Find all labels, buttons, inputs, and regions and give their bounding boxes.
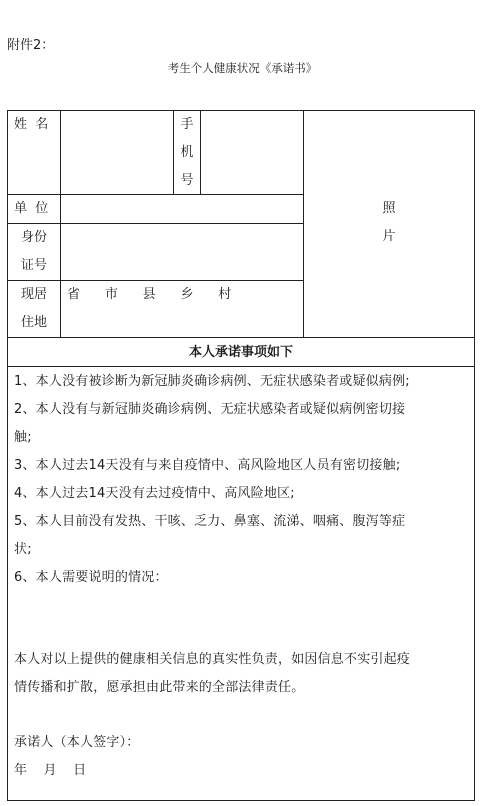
name-label: 姓 名 bbox=[14, 117, 49, 132]
address-label: 现居 住地 bbox=[20, 287, 47, 330]
name-input-cell[interactable] bbox=[61, 111, 173, 194]
declaration-line-1: 本人对以上提供的健康相关信息的真实性负责，如因信息不实引起疫 bbox=[14, 652, 411, 667]
phone-input-cell[interactable] bbox=[201, 111, 303, 194]
commitment-line-2: 2、本人没有与新冠肺炎确诊病例、无症状感染者或疑似病例密切接 bbox=[14, 402, 406, 417]
address-province: 省 bbox=[67, 287, 81, 302]
commitment-line-3: 触; bbox=[14, 430, 32, 445]
document-title: 考生个人健康状况《承诺书》 bbox=[167, 61, 318, 75]
date-day: 日 bbox=[73, 763, 87, 778]
date-year: 年 bbox=[14, 763, 28, 778]
unit-input-cell[interactable] bbox=[61, 195, 303, 223]
commitment-line-7: 状; bbox=[14, 542, 32, 557]
unit-label: 单 位 bbox=[14, 201, 49, 216]
address-township: 乡 bbox=[180, 287, 194, 302]
commitment-line-6: 5、本人目前没有发热、干咳、乏力、鼻塞、流涕、咽痛、腹泻等症 bbox=[14, 514, 406, 529]
date-line bbox=[14, 757, 86, 785]
address-input-cell[interactable] bbox=[67, 281, 231, 309]
phone-label: 手 机 号 bbox=[180, 117, 194, 188]
signer-label: 承诺人（本人签字）： bbox=[14, 735, 140, 750]
commitment-line-8: 6、本人需要说明的情况： bbox=[14, 570, 168, 585]
id-number-input-cell[interactable] bbox=[61, 224, 303, 280]
commitment-line-5: 4、本人过去14天没有去过疫情中、高风险地区; bbox=[14, 486, 295, 501]
commitments-header: 本人承诺事项如下 bbox=[188, 345, 293, 360]
address-city: 市 bbox=[104, 287, 118, 302]
address-county: 县 bbox=[142, 287, 156, 302]
commitment-line-4: 3、本人过去14天没有与来自疫情中、高风险地区人员有密切接触; bbox=[14, 458, 401, 473]
explanation-input-area[interactable] bbox=[14, 592, 469, 642]
photo-label: 照 片 bbox=[382, 201, 396, 244]
photo-area[interactable] bbox=[304, 111, 474, 337]
date-month: 月 bbox=[43, 763, 57, 778]
commitment-line-1: 1、本人没有被诊断为新冠肺炎确诊病例、无症状感染者或疑似病例; bbox=[14, 374, 410, 389]
declaration-line-2: 情传播和扩散，愿承担由此带来的全部法律责任。 bbox=[14, 680, 305, 695]
attachment-label: 附件2： bbox=[7, 38, 55, 53]
address-village: 村 bbox=[218, 287, 232, 302]
id-number-label: 身份 证号 bbox=[20, 230, 47, 273]
